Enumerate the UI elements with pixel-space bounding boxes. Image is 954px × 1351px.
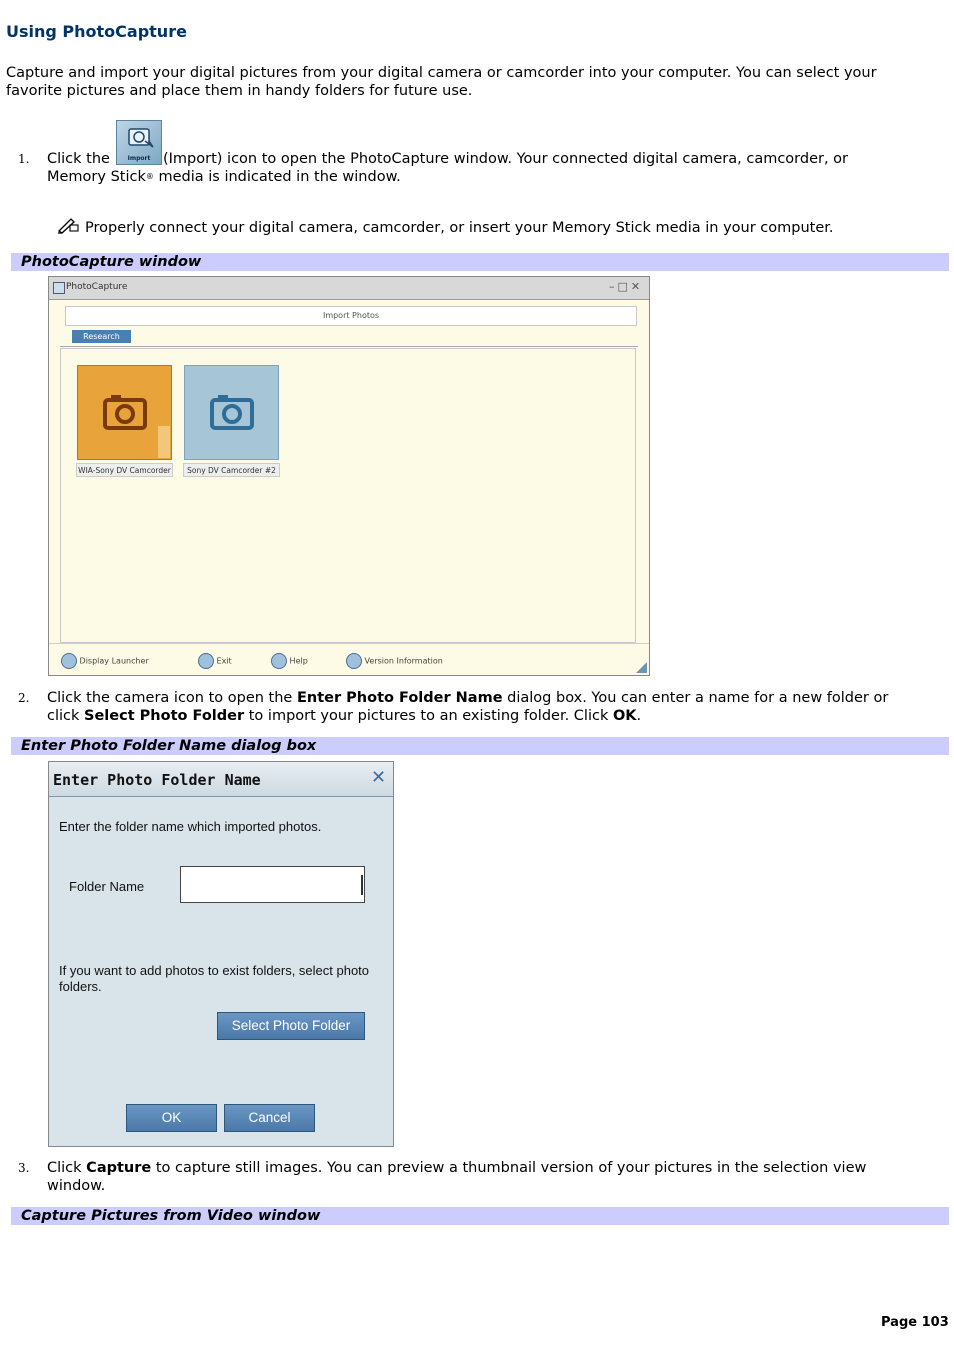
step-2-line2 bbox=[47, 707, 641, 725]
note-pen-icon bbox=[57, 216, 79, 234]
step-1-pre: Click the bbox=[47, 151, 110, 167]
dialog-titlebar bbox=[49, 762, 393, 797]
cancel-button[interactable]: Cancel bbox=[224, 1104, 315, 1132]
step-2-dialog-name: Enter Photo Folder Name bbox=[296, 690, 503, 706]
note-text: Properly connect your digital camera, camcorder, or insert your Memory Stick media in your computer. bbox=[85, 220, 834, 236]
import-icon bbox=[116, 120, 162, 165]
folder-name-input[interactable] bbox=[180, 866, 365, 903]
select-photo-folder-button[interactable]: Select Photo Folder bbox=[217, 1012, 365, 1040]
device-list-area bbox=[60, 348, 636, 643]
step-1-number: 1. bbox=[18, 152, 30, 166]
step-3-line1 bbox=[47, 1159, 866, 1177]
exit-label: Exit bbox=[216, 656, 232, 666]
close-icon[interactable]: ✕ bbox=[371, 767, 387, 788]
dialog-prompt: Enter the folder name which imported photos. bbox=[59, 819, 322, 834]
intro-paragraph: Capture and import your digital pictures from your digital camera or camcorder into your computer. You can select your favorite pictures and place them in handy folders for future use. bbox=[6, 65, 877, 99]
step-2-line1 bbox=[47, 689, 888, 707]
maximize-icon[interactable]: □ bbox=[617, 280, 631, 293]
exit-button[interactable] bbox=[198, 653, 232, 669]
dialog-title: Enter Photo Folder Name bbox=[53, 771, 261, 789]
version-info-label: Version Information bbox=[364, 656, 443, 666]
folder-name-dialog bbox=[48, 761, 394, 1147]
registered-mark: ® bbox=[145, 172, 154, 181]
help-label: Help bbox=[289, 656, 308, 666]
step-1-text bbox=[47, 150, 110, 168]
step-2-line1-c: dialog box. You can enter a name for a new folder or bbox=[502, 690, 889, 706]
camera-icon bbox=[185, 366, 278, 459]
display-launcher-button[interactable] bbox=[61, 653, 149, 669]
app-icon bbox=[53, 282, 65, 294]
page-number: Page 103 bbox=[881, 1315, 949, 1330]
tab-import-photos[interactable]: Import Photos bbox=[65, 306, 637, 326]
step-2-line2-a: click bbox=[47, 708, 85, 724]
step-3-number: 3. bbox=[18, 1161, 30, 1175]
step-3-line1-a: Click bbox=[47, 1160, 87, 1176]
step-2-select-folder: Select Photo Folder bbox=[84, 708, 245, 724]
step-3-capture: Capture bbox=[86, 1160, 152, 1176]
section-band-photocapture: PhotoCapture window bbox=[11, 253, 949, 271]
exit-icon bbox=[198, 653, 214, 669]
device-tile-1[interactable] bbox=[77, 365, 172, 460]
research-button[interactable]: Research bbox=[72, 330, 131, 343]
step-2-line1-a: Click the camera icon to open the bbox=[47, 690, 297, 706]
step-2-number: 2. bbox=[18, 691, 30, 705]
step-2-line2-c: to import your pictures to an existing folder. Click bbox=[244, 708, 613, 724]
launcher-icon bbox=[61, 653, 77, 669]
page-title: Using PhotoCapture bbox=[6, 22, 187, 41]
camera-icon bbox=[117, 123, 161, 153]
memory-stick-text: Memory Stick bbox=[47, 169, 146, 185]
photocapture-title: PhotoCapture bbox=[66, 282, 128, 292]
close-icon[interactable]: ✕ bbox=[630, 280, 644, 293]
step-1-text-end: media is indicated in the window. bbox=[153, 169, 401, 185]
device-tile-2[interactable] bbox=[184, 365, 279, 460]
section-band-folder-dialog: Enter Photo Folder Name dialog box bbox=[11, 737, 949, 755]
exist-folders-text-1: If you want to add photos to exist folders, select photo bbox=[59, 963, 370, 978]
photocapture-window bbox=[48, 276, 650, 676]
exist-folders-text-2: folders. bbox=[59, 979, 102, 994]
device-label-1: WIA-Sony DV Camcorder bbox=[76, 463, 173, 477]
info-icon bbox=[346, 653, 362, 669]
resize-grip-icon[interactable] bbox=[635, 661, 648, 674]
help-button[interactable] bbox=[271, 653, 308, 669]
step-2-ok: OK bbox=[612, 708, 637, 724]
window-controls[interactable] bbox=[609, 280, 643, 293]
camera-icon bbox=[78, 366, 171, 459]
step-3-line1-c: to capture still images. You can preview a thumbnail version of your pictures in the selection view bbox=[151, 1160, 867, 1176]
step-1-text-line1: (Import) icon to open the PhotoCapture window. Your connected digital camera, camcorder, or bbox=[163, 151, 849, 167]
version-info-button[interactable] bbox=[346, 653, 443, 669]
text-cursor bbox=[361, 875, 363, 895]
ok-button[interactable]: OK bbox=[126, 1104, 217, 1132]
minimize-icon[interactable]: – bbox=[609, 280, 618, 293]
device-label-2: Sony DV Camcorder #2 bbox=[183, 463, 280, 477]
import-icon-label: Import bbox=[127, 155, 151, 162]
divider bbox=[60, 346, 638, 347]
display-launcher-label: Display Launcher bbox=[79, 656, 149, 666]
photocapture-titlebar bbox=[49, 277, 649, 300]
folder-name-label: Folder Name bbox=[69, 879, 145, 894]
step-2-period: . bbox=[636, 708, 642, 724]
section-band-capture: Capture Pictures from Video window bbox=[11, 1207, 949, 1225]
step-1-text-line2 bbox=[47, 168, 401, 186]
help-icon bbox=[271, 653, 287, 669]
bottom-divider bbox=[49, 643, 649, 644]
step-3-line2: window. bbox=[47, 1178, 106, 1194]
